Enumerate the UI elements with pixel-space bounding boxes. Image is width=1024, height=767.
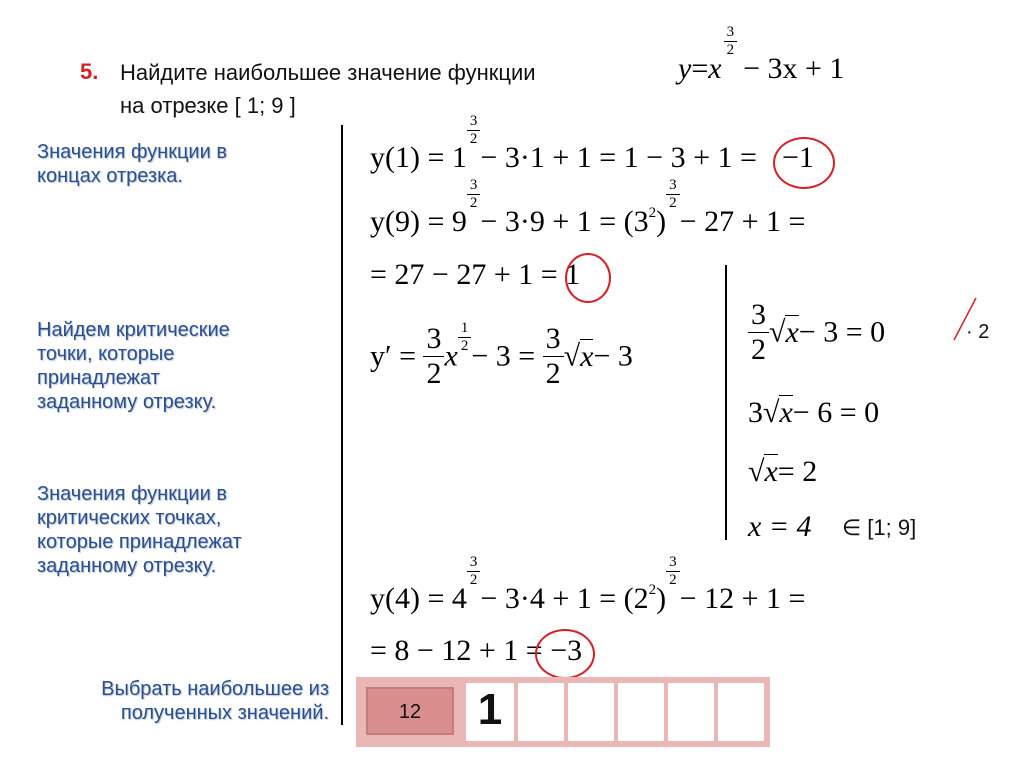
y1-result: −1 <box>782 141 814 174</box>
note-values-critical: Значения функции в критических точках, которые принадлежат заданному отрезку. <box>37 483 242 577</box>
eq-derivative: y′ = $\frac{3}{2}$ x $\frac{1}{2}$ − 3 = $\frac{3}{2}$ √x− 3 <box>370 320 633 390</box>
multiply-by-2: · 2 <box>966 321 990 343</box>
answer-cell-4[interactable] <box>618 683 664 741</box>
answer-cell-2[interactable] <box>518 683 564 741</box>
inner-divider <box>725 265 727 540</box>
eq-y4: y(4) = 4 $\frac{3}{2}$ − $3\cdot 4 + 1 = (2^2)$ $\frac{3}{2}$ − 12 + 1 = <box>370 554 806 615</box>
y9-result-circle <box>565 253 611 303</box>
y4-result-circle <box>535 629 595 679</box>
task-number: 5. <box>80 59 99 84</box>
answer-badge: 12 <box>366 687 454 735</box>
eq-y9: y(9) = 9 $\frac{3}{2}$ − $3\cdot 9 + 1 = (3^2)$ $\frac{3}{2}$ − 27 + 1 = <box>370 177 806 238</box>
eq-solve-3: √x= 2 <box>748 455 818 488</box>
answer-cell-3[interactable] <box>568 683 614 741</box>
eq-solve-2: 3√x− 6 = 0 <box>748 396 880 429</box>
task-formula: y=x $\frac{3}{2}$ − 3x + 1 <box>678 24 845 85</box>
note-endpoints: Значения функции в концах отрезка. <box>37 141 227 187</box>
y1-result-circle <box>773 137 835 189</box>
answer-cell-6[interactable] <box>718 683 764 741</box>
note-choose: Выбрать наибольшее из полученных значений. <box>101 678 329 724</box>
eq-y9-line2: = 27 − 27 + 1 = 1 <box>370 258 581 291</box>
task-text-line1: Найдите наибольшее значение функции <box>120 60 536 85</box>
interval-check: ∈ [1; 9] <box>842 515 917 540</box>
eq-y1: y(1) = 1 $\frac{3}{2}$ − 3·1 + 1 = 1 − 3 + 1 = <box>370 113 757 174</box>
answer-box <box>356 677 770 747</box>
eq-y4-line2: = 8 − 12 + 1 = −3 <box>370 634 583 667</box>
eq-solve-1: $\frac{3}{2}$ √x− 3 = 0 <box>748 298 885 367</box>
task-text-line2: на отрезке [ 1; 9 ] <box>120 93 296 118</box>
eq-solve-4: x = 4 <box>748 510 812 543</box>
left-divider <box>341 125 343 725</box>
answer-cell-1[interactable]: 1 <box>466 683 514 741</box>
note-critical: Найдем критические точки, которые принадлежат заданному отрезку. <box>37 319 230 413</box>
answer-cell-5[interactable] <box>668 683 714 741</box>
